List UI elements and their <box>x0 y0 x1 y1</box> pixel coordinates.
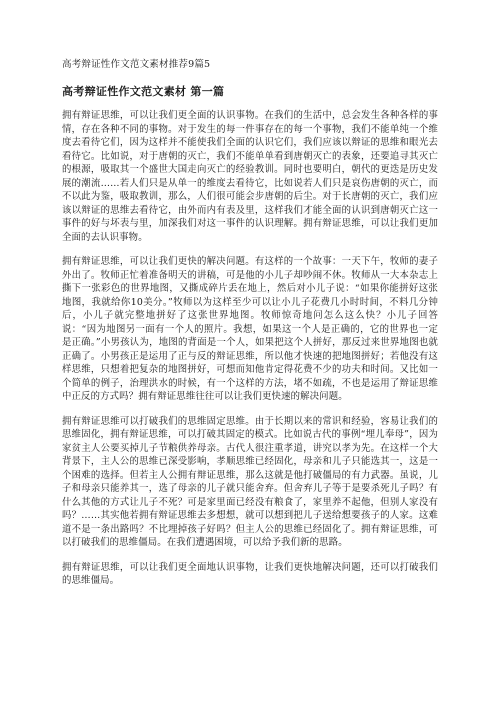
document-page <box>62 58 438 599</box>
paragraph-4: 拥有辩证思维，可以让我们更全面地认识事物，让我们更快地解决问题，还可以打破我们的思维僵局。 <box>62 561 438 586</box>
section-heading: 高考辩证性作文范文素材 第一篇 <box>62 85 225 98</box>
paragraph-2: 拥有辩证思维，可以让我们更快的解决问题。有这样的一个故事：一天下午，牧师的妻子外出了。牧师正忙着准备明天的讲稿，可是他的小儿子却吵闹不休。牧师从一大本杂志上撕下一张彩色的世界地图，又撕成碎片丢在地上，然后对小儿子说：“如果你能拼好这张地图，我就给你10美分。”牧师以为这样至少可以让小儿子花费几小时时间，不料几分钟后，小儿子就完整地拼好了这张世界地图。牧师惊奇地问怎么这么快？小儿子回答说：“因为地图另一面有一个人的照片。我想，如果这一个人是正确的，它的世界也一定是正确。”小男孩认为，地图的背面是一个人，如果把这个人拼好，那反过来世界地图也就正确了。小男孩正是运用了正与反的辩证思维，所以他才快速的把地图拼好；若他没有这样思维，只想着把复杂的地图拼好，可想而知他肯定得花费不少的功夫和时间。又比如一个简单的例子，治理洪水的时候，有一个这样的方法，堵不如疏，不也是运用了辩证思维中正反的方式吗？拥有辩证思维往往可以让我们更快速的解决问题。 <box>62 256 438 402</box>
document-title: 高考辩证性作文范文素材推荐9篇5 <box>62 59 211 70</box>
paragraph-1: 拥有辩证思维，可以让我们更全面的认识事物。在我们的生活中，总会发生各种各样的事情，存在各种不同的事物。对于发生的每一件事存在的每一个事物，我们不能单纯一个维度去看待它们，因为这样并不能使我们全面的认识它们，我们应该以辩证的思维和眼光去看待它。比如说，对于唐朝的灭亡，我们不能单单看到唐朝灭亡的表象，还要追寻其灭亡的根源，吸取其一个盛世大国走向灭亡的经验教训。同时也要明白，朝代的更迭是历史发展的潮流……若人们只是从单一的维度去看待它，比如说若人们只是哀伤唐朝的灭亡，而不以此为鉴，吸取教训，那么，人们很可能会步唐朝的后尘。对于长唐朝的灭亡，我们应该以辩证的思维去看待它，由外而内有表及里，这样我们才能全面的认识到唐朝灭亡这一事件的好与坏表与里，加深我们对这一事件的认识理解。拥有辩证思维，可以让我们更加全面的去认识事物。 <box>62 110 438 243</box>
paragraph-3: 拥有辩证思维可以打破我们的思维固定思维。由于长期以来的常识和经验，容易让我们的思维固化，拥有辩证思维，可以打破其固定的模式。比如说古代的事例“埋儿奉母”，因为家贫主人公要买掉儿子节粮供养母亲。古代人很注重孝道，讲究以孝为先。在这样一个大背景下，主人公的思维已深受影响，孝顺思维已经固化，母亲和儿子只能选其一，这是一个困难的选择。但若主人公拥有辩证思维，那么这就是他打破僵局的有力武器。虽说，儿子和母亲只能养其一，选了母亲的儿子就只能舍弃。但舍弃儿子等于是要杀死儿子吗？有什么其他的方式让儿子不死？可是家里面已经没有粮食了，家里养不起他，但别人家没有吗？……其实他若拥有辩证思维去多想想，就可以想到把儿子送给想要孩子的人家。这难道不是一条出路吗？不比埋掉孩子好吗？但主人公的思维已经固化了。拥有辩证思维，可以打破我们的思维僵局。在我们遭遇困境，可以给予我们新的思路。 <box>62 415 438 548</box>
